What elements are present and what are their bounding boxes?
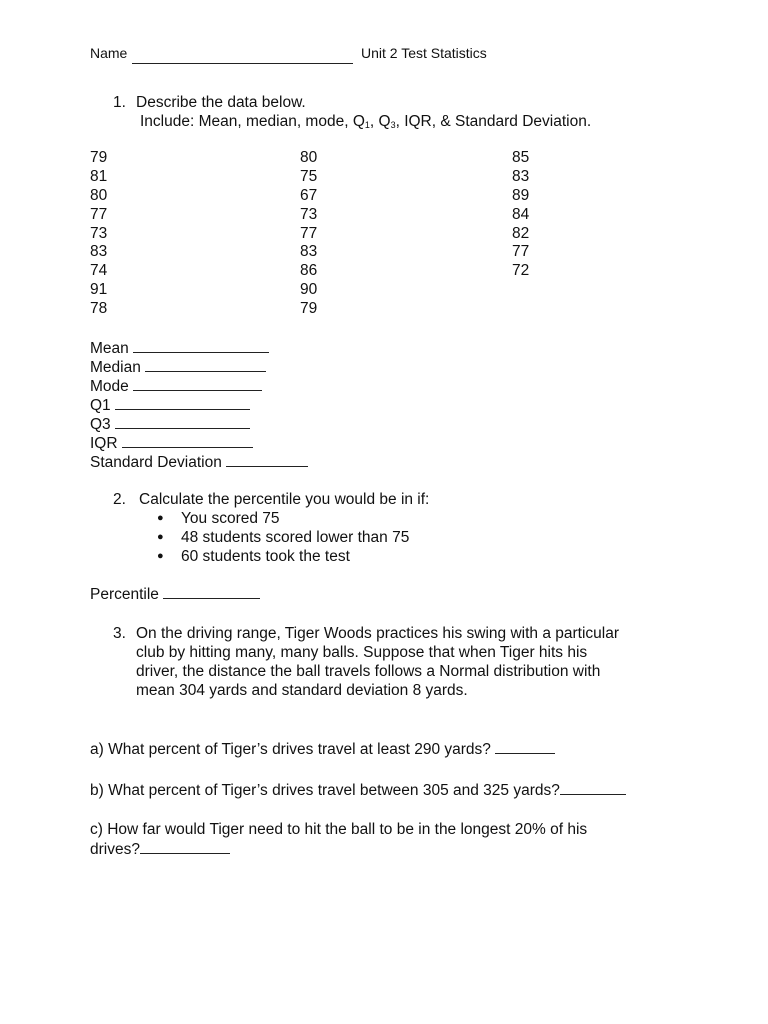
q3b-field (90, 781, 626, 800)
q3-text-line: mean 304 yards and standard deviation 8 yards. (136, 682, 468, 699)
data-value: 74 (90, 262, 108, 280)
name-blank (132, 50, 353, 64)
data-value: 80 (300, 149, 318, 166)
mean-label: Mean (90, 340, 129, 357)
q2-prompt: Calculate the percentile you would be in if: (139, 491, 430, 508)
q3c-text: c) How far would Tiger need to hit the ball to be in the longest 20% of his (90, 821, 588, 838)
data-value: 80 (90, 186, 108, 204)
data-value: 77 (300, 224, 318, 242)
q1-include-line (140, 112, 591, 135)
median-field (90, 358, 266, 377)
data-value: 90 (300, 281, 318, 299)
q1-number: 1. (113, 94, 126, 111)
data-value: 91 (90, 281, 108, 299)
list-item: ● 48 students scored lower than 75 (157, 528, 409, 547)
list-item: ● You scored 75 (157, 509, 409, 528)
mode-label: Mode (90, 378, 129, 395)
q1-field (90, 396, 250, 415)
data-value: 67 (300, 186, 318, 204)
data-value: 79 (90, 149, 108, 166)
iqr-field (90, 434, 253, 453)
q2-number: 2. (113, 491, 126, 508)
q3-text-line: club by hitting many, many balls. Suppose that when Tiger hits his (136, 644, 588, 661)
data-value: 81 (90, 167, 108, 185)
data-value: 72 (512, 262, 530, 280)
data-column-1 (90, 149, 107, 319)
data-value: 73 (300, 205, 318, 223)
q1-include-prefix: Include: Mean, median, mode, Q (140, 113, 365, 130)
q3-field (90, 415, 250, 434)
data-value: 84 (512, 205, 530, 223)
iqr-blank[interactable] (122, 434, 253, 448)
percentile-blank[interactable] (163, 585, 260, 599)
data-column-2 (300, 149, 317, 319)
q1-subscript: 1 (364, 120, 370, 130)
data-column-3 (512, 149, 529, 281)
median-label: Median (90, 359, 141, 376)
q3-blank[interactable] (115, 415, 250, 429)
q3c-blank[interactable] (140, 840, 230, 854)
data-value: 79 (300, 300, 318, 318)
mean-blank[interactable] (133, 339, 269, 353)
std-dev-field (90, 453, 308, 472)
q3c-line-1 (90, 821, 587, 840)
q3-text-line: On the driving range, Tiger Woods practices his swing with a particular (136, 625, 620, 642)
list-item: ● 60 students took the test (157, 547, 409, 566)
q3a-blank[interactable] (495, 740, 555, 754)
iqr-label: IQR (90, 435, 118, 452)
q3a-text: a) What percent of Tiger’s drives travel at least 290 yards? (90, 741, 491, 758)
data-value: 75 (300, 167, 318, 185)
q3a-field (90, 740, 555, 759)
mode-blank[interactable] (133, 377, 262, 391)
data-value: 85 (512, 149, 530, 166)
percentile-label: Percentile (90, 586, 159, 603)
data-value: 77 (512, 243, 530, 261)
q3c-line-2 (90, 840, 230, 859)
q3c-text-2: drives? (90, 841, 140, 858)
percentile-field (90, 585, 260, 604)
data-value: 82 (512, 224, 530, 242)
q3-number: 3. (113, 625, 126, 642)
data-value: 83 (300, 243, 318, 261)
q1-include-sep: , Q (369, 113, 391, 130)
q1-blank[interactable] (115, 396, 250, 410)
q3b-text: b) What percent of Tiger’s drives travel between 305 and 325 yards? (90, 782, 560, 799)
data-value: 83 (90, 243, 108, 261)
data-value: 78 (90, 300, 108, 318)
q3-text-line: driver, the distance the ball travels follows a Normal distribution with (136, 663, 601, 680)
name-label: Name (90, 45, 128, 61)
q2-bullet-list (157, 509, 409, 566)
data-value: 86 (300, 262, 318, 280)
data-value: 89 (512, 186, 530, 204)
data-value: 83 (512, 167, 530, 185)
std-dev-blank[interactable] (226, 453, 308, 467)
q1-include-suffix: , IQR, & Standard Deviation. (395, 113, 592, 130)
median-blank[interactable] (145, 358, 266, 372)
mode-field (90, 377, 262, 396)
mean-field (90, 339, 269, 358)
data-value: 73 (90, 224, 108, 242)
q1-label: Q1 (90, 397, 111, 414)
q3-subscript: 3 (390, 120, 396, 130)
page-title: Unit 2 Test Statistics (361, 45, 487, 61)
std-dev-label: Standard Deviation (90, 454, 222, 471)
q3-label: Q3 (90, 416, 111, 433)
data-value: 77 (90, 205, 108, 223)
q1-prompt: Describe the data below. (136, 94, 306, 111)
q3b-blank[interactable] (560, 781, 626, 795)
